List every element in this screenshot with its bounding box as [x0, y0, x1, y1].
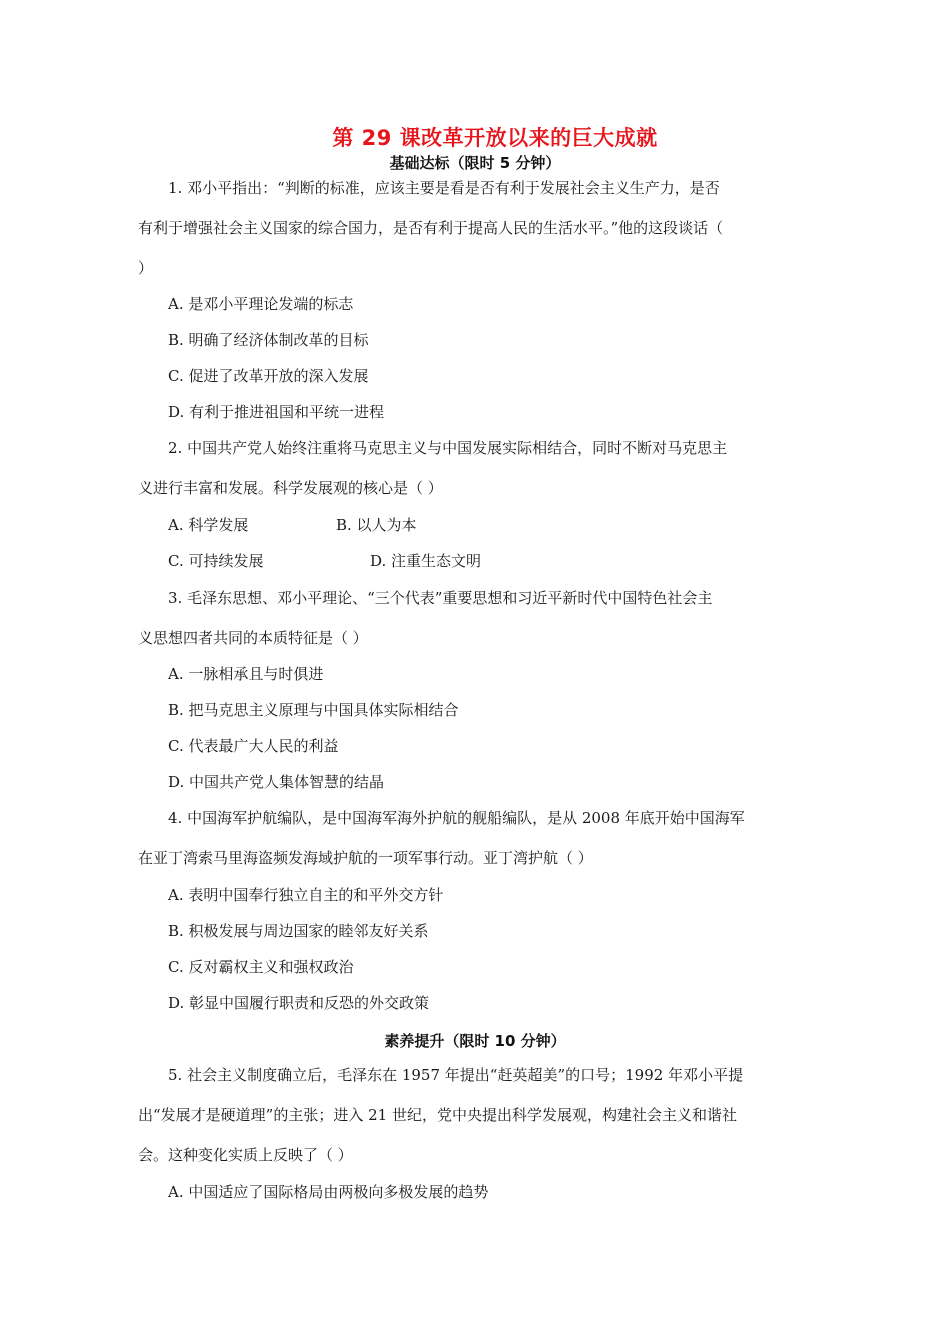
question-1-option-c: C. 促进了改革开放的深入发展: [168, 367, 369, 385]
question-4-option-d: D. 彰显中国履行职责和反恐的外交政策: [168, 994, 430, 1012]
question-1-stem-line-1: 1. 邓小平指出：“判断的标准，应该主要是看是否有利于发展社会主义生产力，是否: [168, 179, 720, 197]
question-3-option-d: D. 中国共产党人集体智慧的结晶: [168, 773, 385, 791]
question-5-option-a: A. 中国适应了国际格局由两极向多极发展的趋势: [168, 1183, 489, 1201]
question-5-stem-line-3: 会。这种变化实质上反映了（ ）: [138, 1146, 353, 1164]
question-2-stem-line-2: 义进行丰富和发展。科学发展观的核心是（ ）: [138, 479, 443, 497]
question-2-option-b: B. 以人为本: [336, 516, 417, 534]
question-2-option-a: A. 科学发展: [168, 516, 249, 534]
section-heading-advanced: 素养提升（限时 10 分钟）: [384, 1032, 566, 1050]
question-1-option-b: B. 明确了经济体制改革的目标: [168, 331, 369, 349]
question-3-option-a: A. 一脉相承且与时俱进: [168, 665, 324, 683]
question-2-option-c: C. 可持续发展: [168, 552, 264, 570]
question-2-stem-line-1: 2. 中国共产党人始终注重将马克思主义与中国发展实际相结合，同时不断对马克思主: [168, 439, 728, 457]
question-3-stem-line-1: 3. 毛泽东思想、邓小平理论、“三个代表”重要思想和习近平新时代中国特色社会主: [168, 589, 713, 607]
question-1-option-d: D. 有利于推进祖国和平统一进程: [168, 403, 385, 421]
question-4-stem-line-2: 在亚丁湾索马里海盗频发海域护航的一项军事行动。亚丁湾护航（ ）: [138, 849, 593, 867]
section-heading-basic: 基础达标（限时 5 分钟）: [389, 154, 561, 172]
question-1-stem-line-2: 有利于增强社会主义国家的综合国力，是否有利于提高人民的生活水平。”他的这段谈话（: [138, 219, 724, 237]
question-2-option-d: D. 注重生态文明: [370, 552, 482, 570]
question-4-option-c: C. 反对霸权主义和强权政治: [168, 958, 354, 976]
question-4-option-b: B. 积极发展与周边国家的睦邻友好关系: [168, 922, 429, 940]
question-3-option-b: B. 把马克思主义原理与中国具体实际相结合: [168, 701, 459, 719]
page-title: 第 29 课改革开放以来的巨大成就: [332, 126, 658, 150]
question-4-stem-line-1: 4. 中国海军护航编队，是中国海军海外护航的舰船编队，是从 2008 年底开始中国海军: [168, 809, 745, 827]
question-5-stem-line-2: 出“发展才是硬道理”的主张；进入 21 世纪，党中央提出科学发展观，构建社会主义和谐社: [138, 1106, 737, 1124]
question-5-stem-line-1: 5. 社会主义制度确立后，毛泽东在 1957 年提出“赶英超美”的口号；1992 年邓小平提: [168, 1066, 744, 1084]
question-4-option-a: A. 表明中国奉行独立自主的和平外交方针: [168, 886, 444, 904]
question-3-option-c: C. 代表最广大人民的利益: [168, 737, 339, 755]
question-1-option-a: A. 是邓小平理论发端的标志: [168, 295, 354, 313]
question-3-stem-line-2: 义思想四者共同的本质特征是（ ）: [138, 629, 368, 647]
question-1-stem-line-3: ）: [138, 259, 154, 277]
